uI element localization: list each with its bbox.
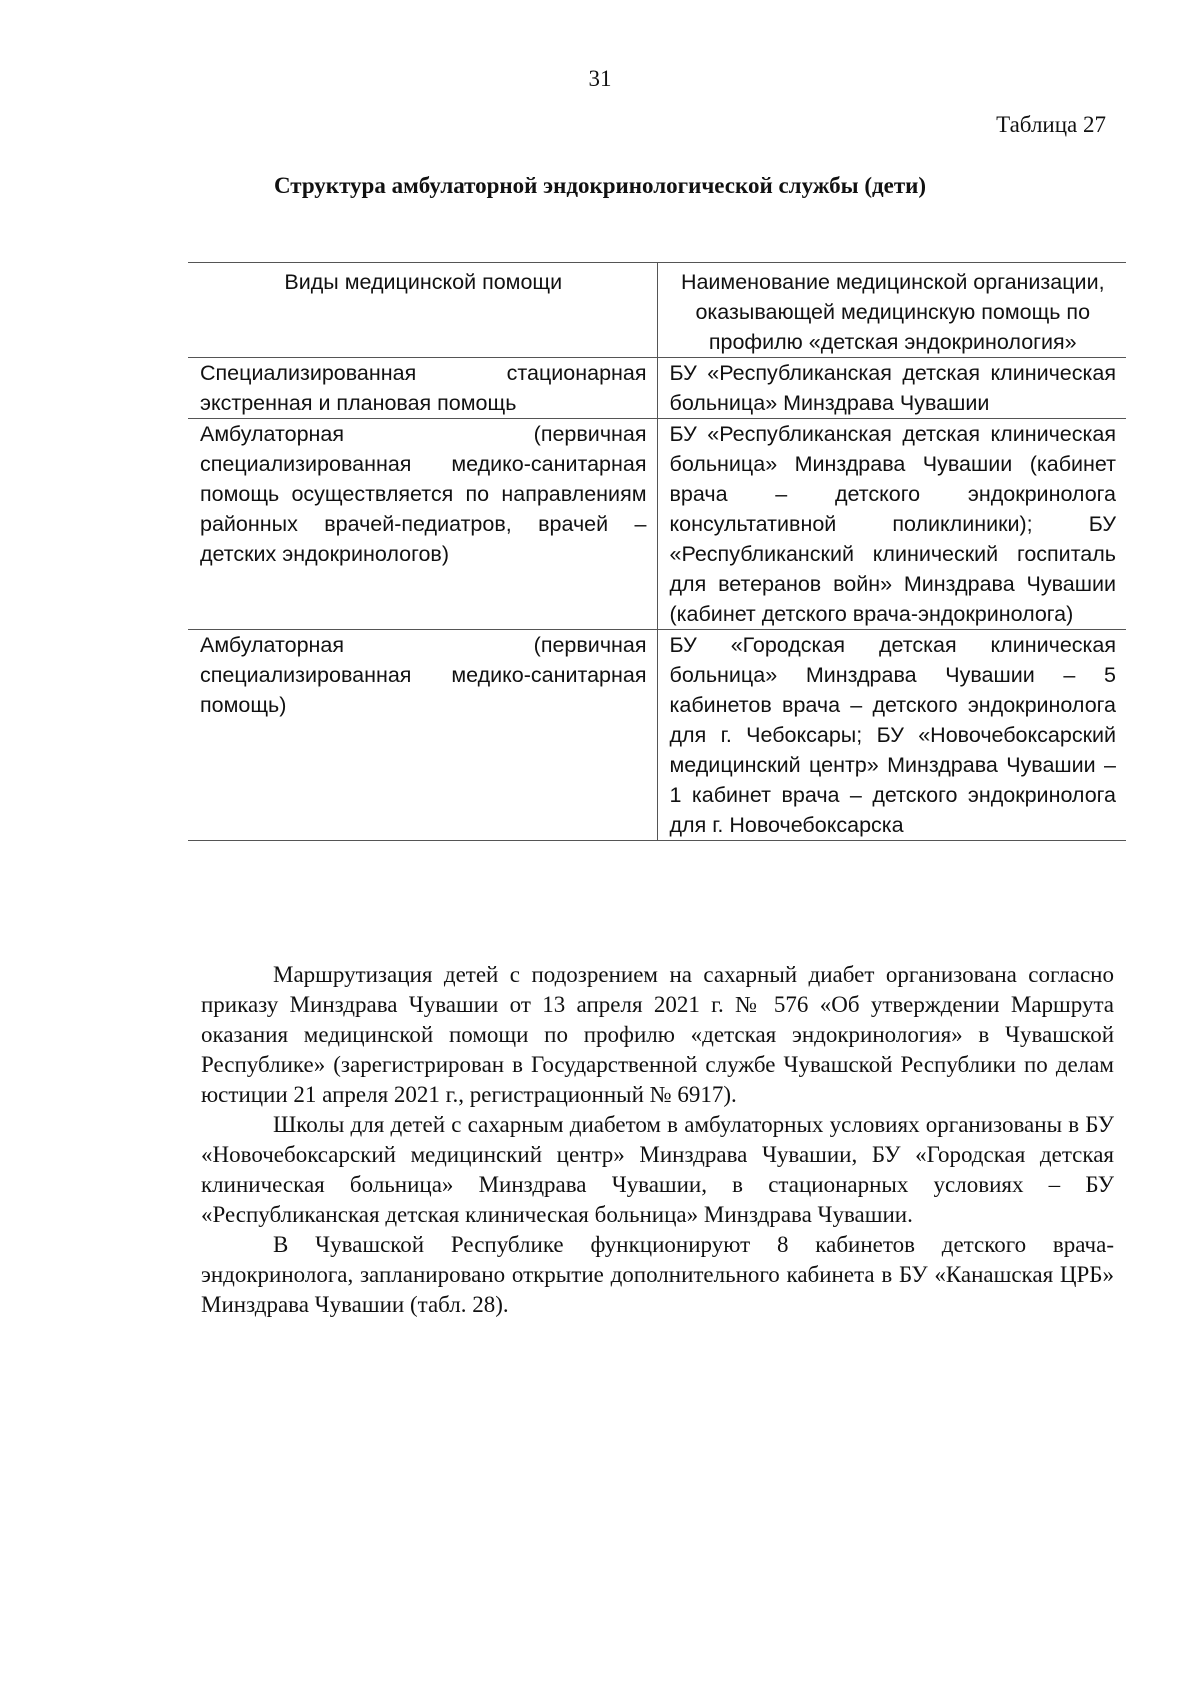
table-row [188, 419, 1126, 630]
cell-care-type: Специализированная стационарная экстренная и плановая помощь [188, 358, 657, 419]
paragraph-routing: Маршрутизация детей с подозрением на сахарный диабет организована согласно приказу Минздрава Чувашии от 13 апреля 2021 г. № 576 «Об утверждении Маршрута оказания медицинской помощи по профилю «детская эндокринология» в Чувашской Республике» (зарегистрирован в Государственной службе Чувашской Республики по делам юстиции 21 апреля 2021 г., регистрационный № 6917). [201, 962, 1114, 1107]
table-row [188, 358, 1126, 419]
header-organization: Наименование медицинской организации, оказывающей медицинскую помощь по профилю «детская эндокринология» [680, 270, 1105, 354]
cell-care-type: Амбулаторная (первичная специализированная медико-санитарная помощь) [188, 630, 657, 841]
paragraph-schools: Школы для детей с сахарным диабетом в амбулаторных условиях организованы в БУ «Новочебоксарский медицинский центр» Минздрава Чувашии, БУ «Городская детская клиническая больница» Минздрава Чувашии, в стационарных условиях – БУ «Республиканская детская клиническая больница» Минздрава Чувашии. [201, 1112, 1114, 1227]
cell-organization: БУ «Республиканская детская клиническая больница» Минздрава Чувашии (кабинет врача – детского эндокринолога консультативной поликлиники); БУ «Республиканский клинический госпиталь для ветеранов войн» Минздрава Чувашии (кабинет детского врача-эндокринолога) [669, 422, 1116, 626]
document-title: Структура амбулаторной эндокринологической службы (дети) [273, 173, 927, 198]
cell-organization: БУ «Республиканская детская клиническая больница» Минздрава Чувашии [669, 361, 1116, 415]
table-label: Таблица 27 [996, 112, 1106, 137]
services-table [188, 262, 1126, 841]
paragraph-offices: В Чувашской Республике функционируют 8 кабинетов детского врача-эндокринолога, запланировано открытие дополнительного кабинета в БУ «Канашская ЦРБ» Минздрава Чувашии (табл. 28). [201, 1232, 1114, 1317]
table-row [188, 630, 1126, 841]
cell-organization: БУ «Городская детская клиническая больница» Минздрава Чувашии – 5 кабинетов врача – детского эндокринолога для г. Чебоксары; БУ «Новочебоксарский медицинский центр» Минздрава Чувашии – 1 кабинет врача – детского эндокринолога для г. Новочебоксарска [669, 633, 1116, 837]
header-care-type: Виды медицинской помощи [188, 263, 657, 358]
body-text [201, 960, 1114, 1320]
cell-care-type: Амбулаторная (первичная специализированная медико-санитарная помощь осуществляется по направлениям районных врачей-педиатров, врачей – детских эндокринологов) [188, 419, 657, 630]
page-number: 31 [588, 66, 612, 91]
table-header-row [188, 263, 1126, 358]
